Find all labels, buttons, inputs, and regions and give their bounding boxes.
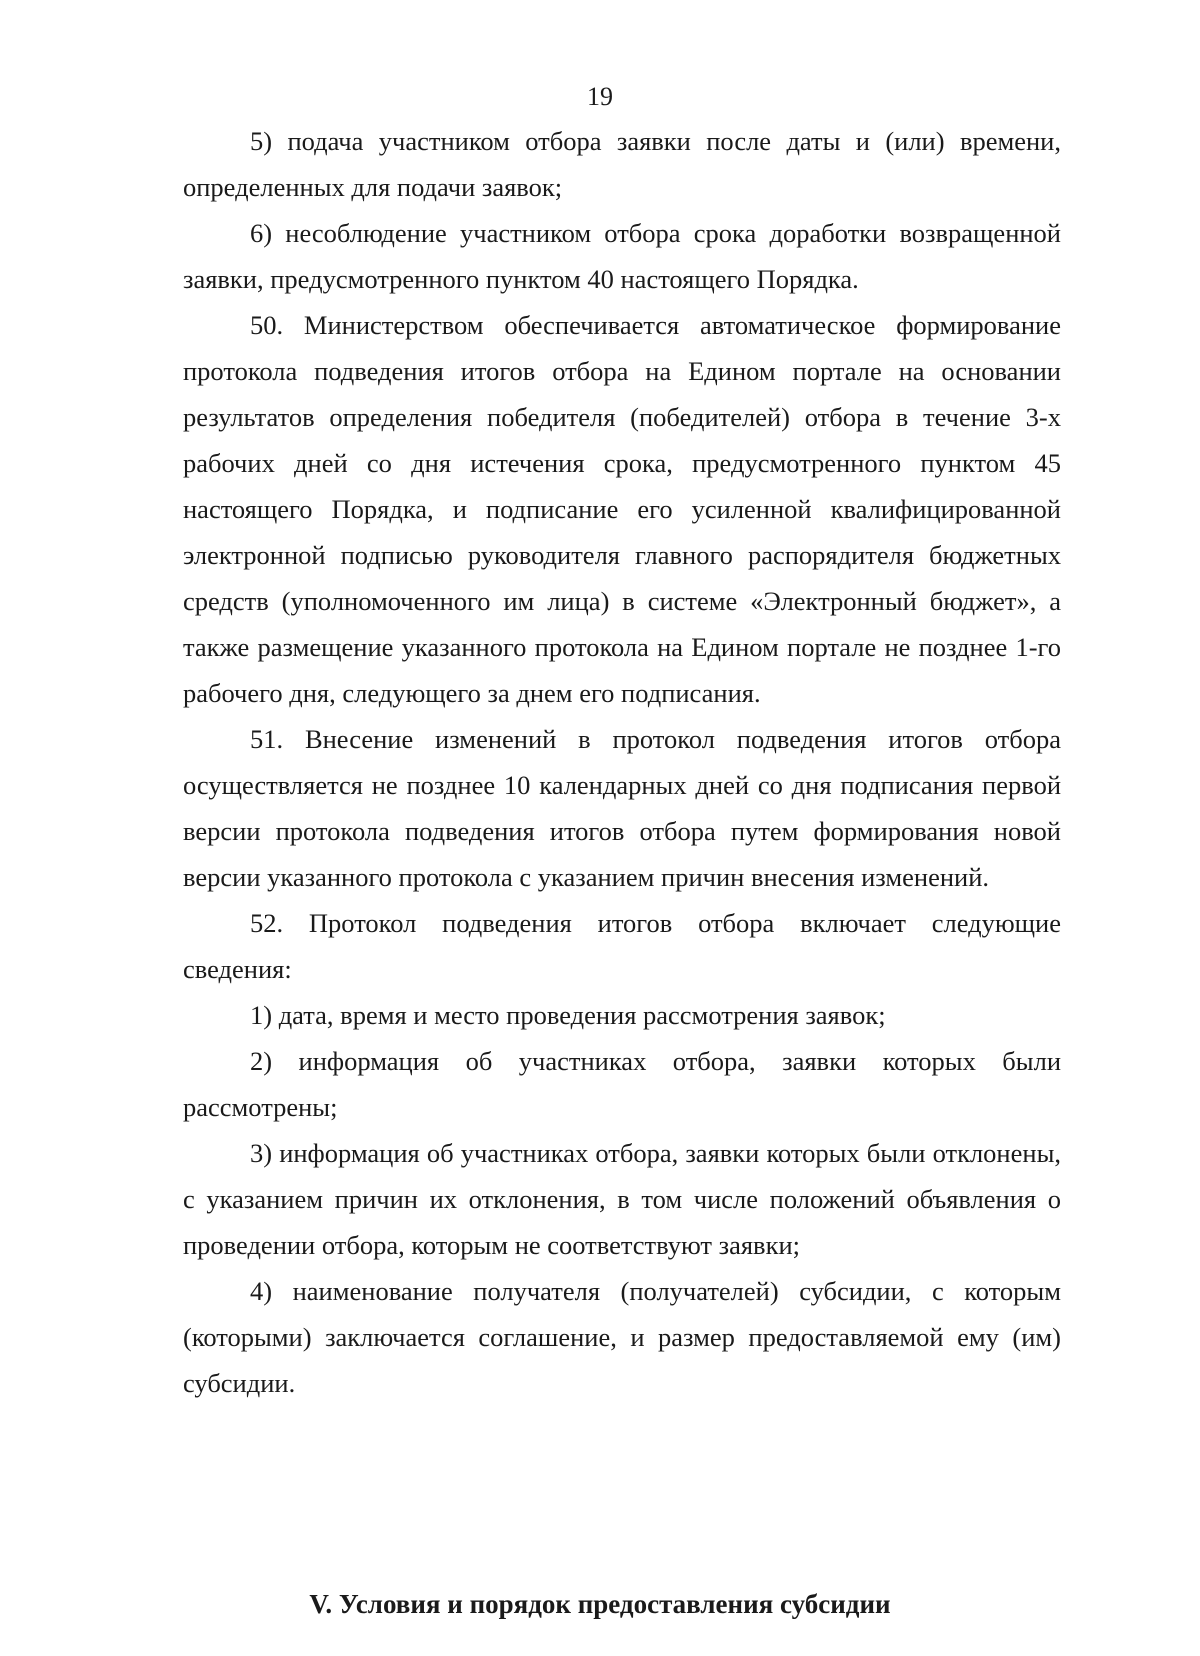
paragraph-item-3: 3) информация об участниках отбора, заявки которых были отклонены, с указанием причин их отклонения, в том числе положений объявления о проведении отбора, которым не соответствуют заявки; — [183, 1138, 1061, 1260]
page-number: 19 — [587, 82, 613, 111]
paragraph-clause-52: 52. Протокол подведения итогов отбора включает следующие сведения: — [183, 908, 1061, 984]
paragraph-item-1: 1) дата, время и место проведения рассмотрения заявок; — [250, 1000, 886, 1030]
paragraph-item-6: 6) несоблюдение участником отбора срока доработки возвращенной заявки, предусмотренного пунктом 40 настоящего Порядка. — [183, 218, 1061, 294]
paragraph-item-4: 4) наименование получателя (получателей) субсидии, с которым (которыми) заключается соглашение, и размер предоставляемой ему (им) субсидии. — [183, 1276, 1061, 1398]
paragraph-item-2: 2) информация об участниках отбора, заявки которых были рассмотрены; — [183, 1046, 1061, 1122]
document-body — [183, 118, 1061, 1406]
section-heading: V. Условия и порядок предоставления субсидии — [309, 1589, 891, 1619]
paragraph-clause-51: 51. Внесение изменений в протокол подведения итогов отбора осуществляется не позднее 10 календарных дней со дня подписания первой версии протокола подведения итогов отбора путем формирования новой версии указанного протокола с указанием причин внесения изменений. — [183, 724, 1061, 892]
paragraph-item-5: 5) подача участником отбора заявки после даты и (или) времени, определенных для подачи заявок; — [183, 126, 1061, 202]
paragraph-clause-50: 50. Министерством обеспечивается автоматическое формирование протокола подведения итогов отбора на Едином портале на основании результатов определения победителя (победителей) отбора в течение 3-х рабочих дней со дня истечения срока, предусмотренного пунктом 45 настоящего Порядка, и подписание его усиленной квалифицированной электронной подписью руководителя главного распорядителя бюджетных средств (уполномоченного им лица) в системе «Электронный бюджет», а также размещение указанного протокола на Едином портале не позднее 1-го рабочего дня, следующего за днем его подписания. — [183, 310, 1061, 708]
